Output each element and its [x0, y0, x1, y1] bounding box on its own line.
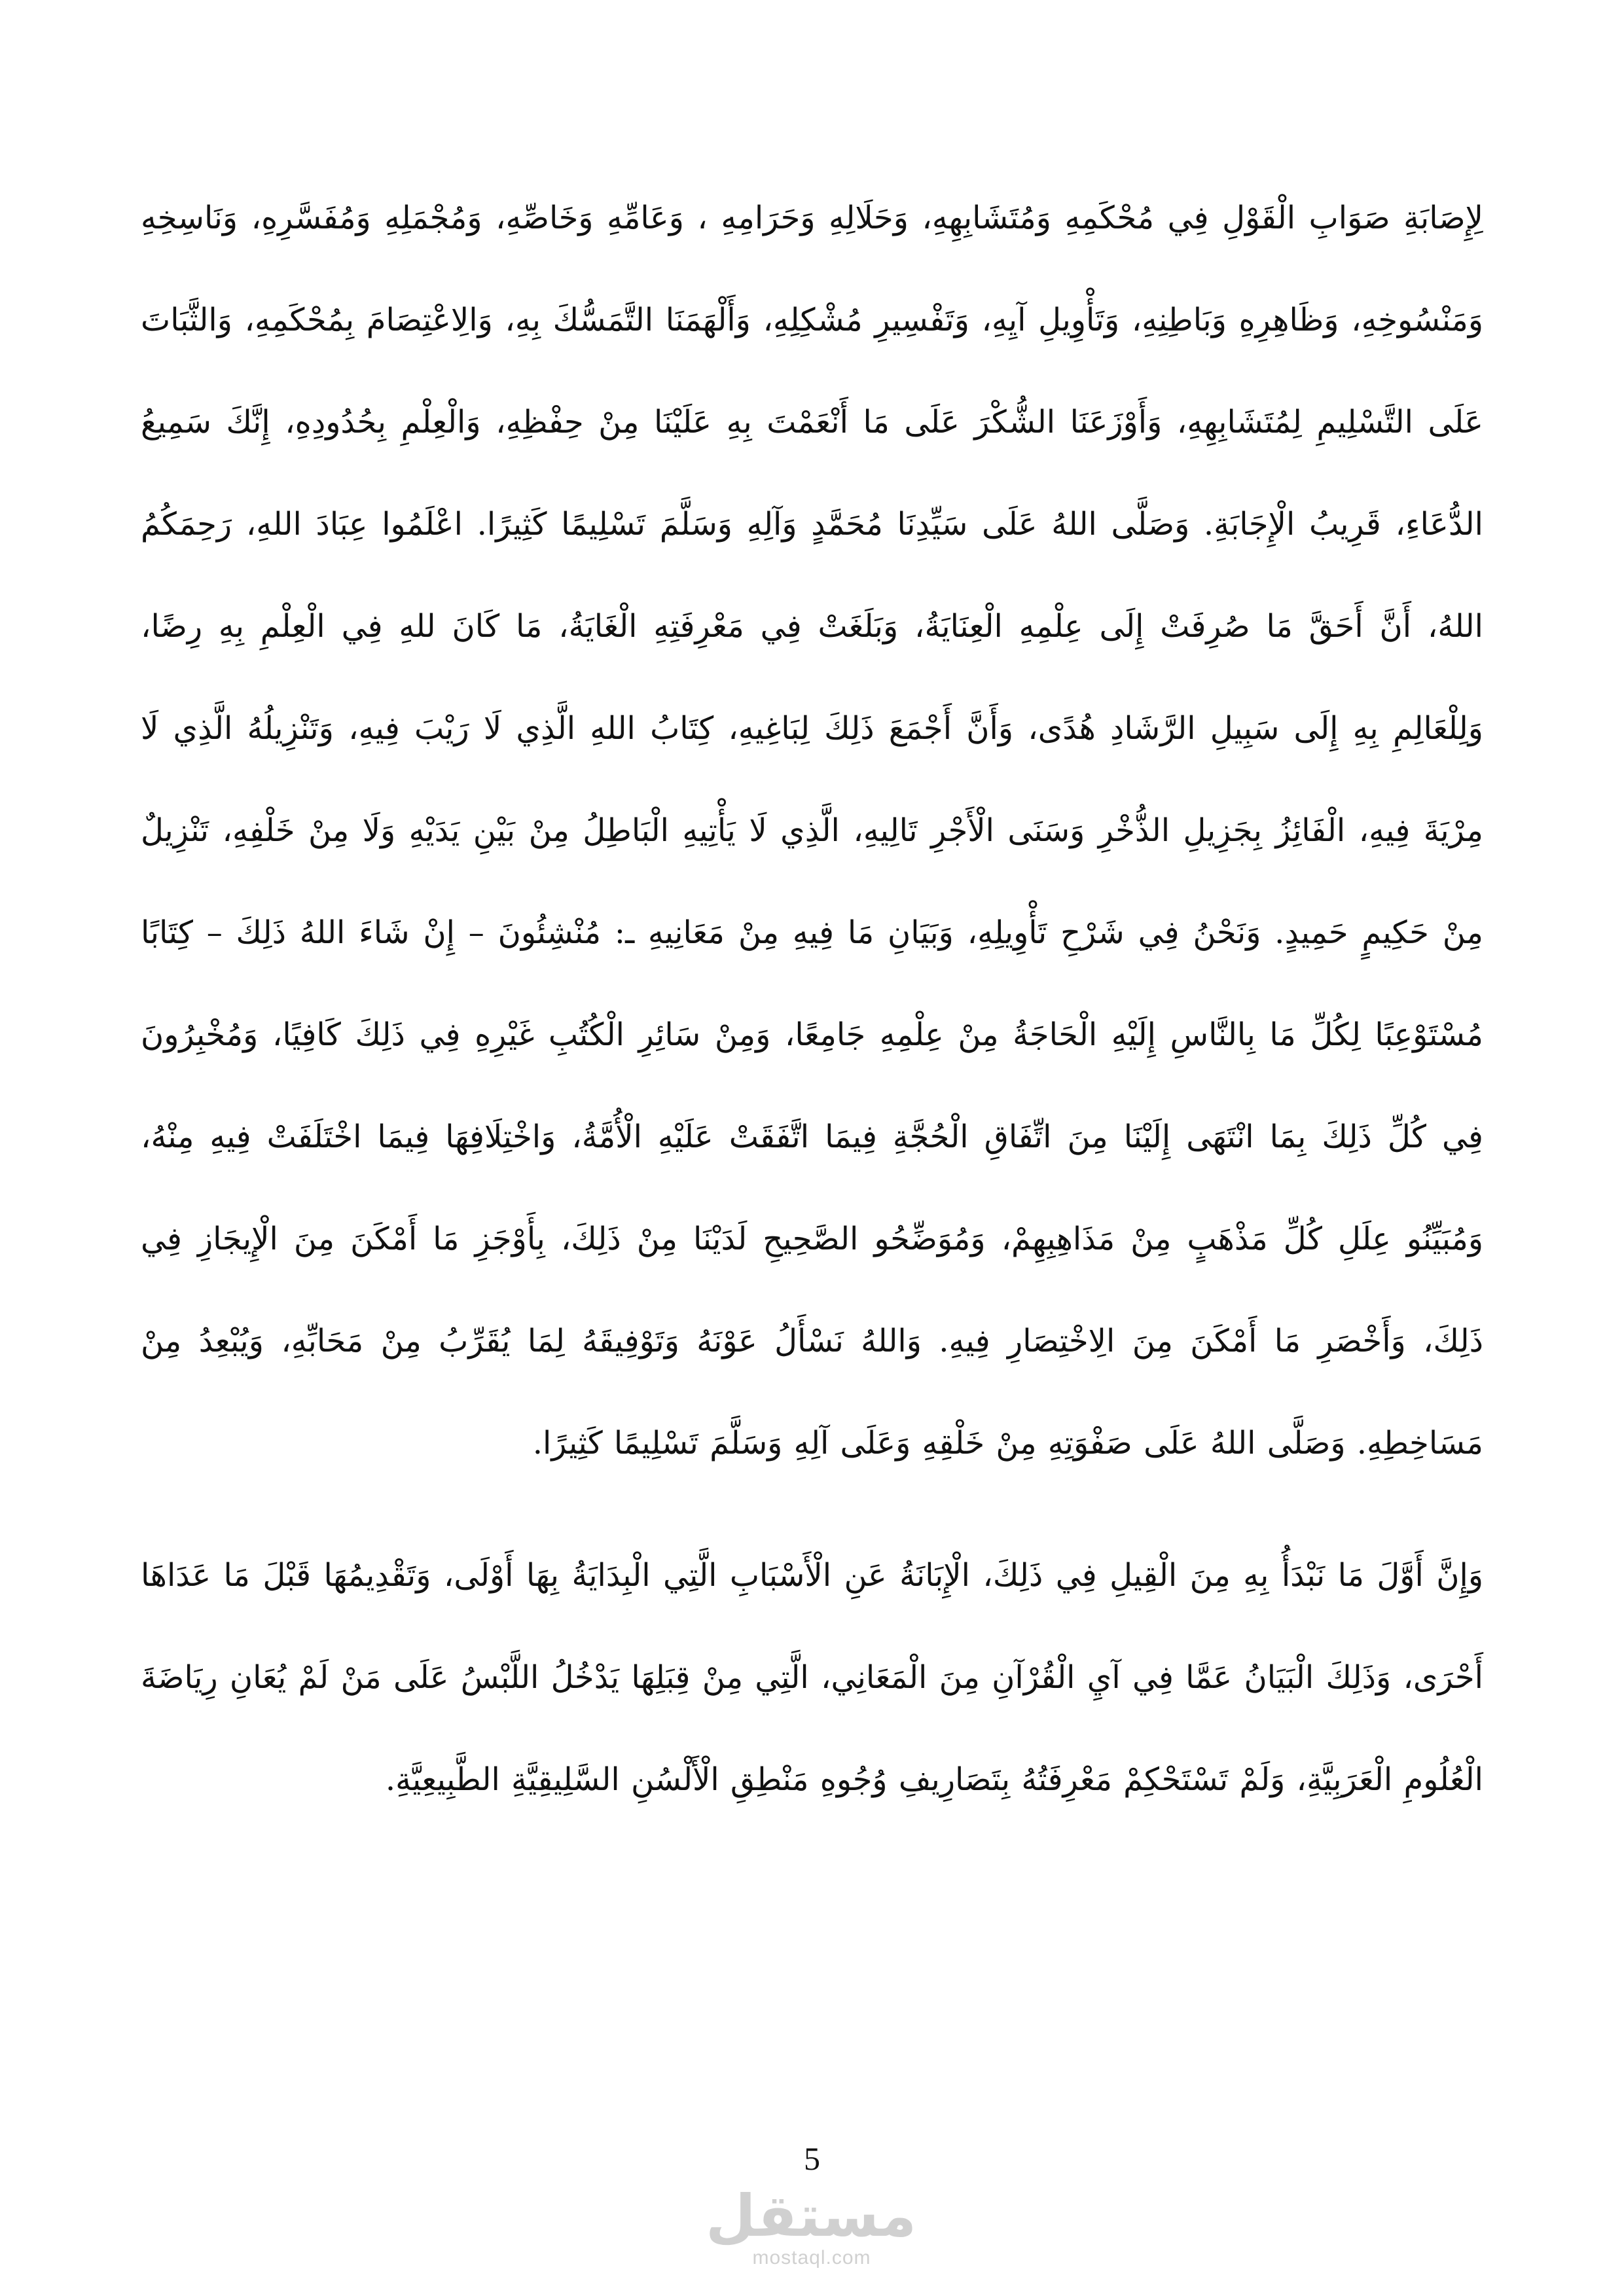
- mostaql-watermark: [706, 2182, 916, 2270]
- body-text: [141, 167, 1483, 1831]
- page-number: 5: [804, 2140, 820, 2177]
- paragraph-1: لِإِصَابَةِ صَوَابِ الْقَوْلِ فِي مُحْكَمِهِ وَمُتَشَابِهِهِ، وَحَلَالِهِ وَحَرَامِهِ ، وَعَامِّهِ وَخَاصِّهِ، وَمُجْمَلِهِ وَمُفَسَّرِهِ، وَنَاسِخِهِ وَمَنْسُوخِهِ، وَظَاهِرِهِ وَبَاطِنِهِ، وَتَأْوِيلِ آيِهِ، وَتَفْسِيرِ مُشْكِلِهِ، وَأَلْهَمَنَا التَّمَسُّكَ بِهِ، وَالِاعْتِصَامَ بِمُحْكَمِهِ، وَالثَّبَاتَ عَلَى التَّسْلِيمِ لِمُتَشَابِهِهِ، وَأَوْزَعَنَا الشُّكْرَ عَلَى مَا أَنْعَمْتَ بِهِ عَلَيْنَا مِنْ حِفْظِهِ، وَالْعِلْمِ بِحُدُودِهِ، إِنَّكَ سَمِيعُ الدُّعَاءِ، قَرِيبُ الْإِجَابَةِ. وَصَلَّى اللهُ عَلَى سَيِّدِنَا مُحَمَّدٍ وَآلِهِ وَسَلَّمَ تَسْلِيمًا كَثِيرًا. اعْلَمُوا عِبَادَ اللهِ، رَحِمَكُمُ اللهُ، أَنَّ أَحَقَّ مَا صُرِفَتْ إِلَى عِلْمِهِ الْعِنَايَةُ، وَبَلَغَتْ فِي مَعْرِفَتِهِ الْغَايَةُ، مَا كَانَ للهِ فِي الْعِلْمِ بِهِ رِضًا، وَلِلْعَالِمِ بِهِ إِلَى سَبِيلِ الرَّشَادِ هُدًى، وَأَنَّ أَجْمَعَ ذَلِكَ لِبَاغِيهِ، كِتَابُ اللهِ الَّذِي لَا رَيْبَ فِيهِ، وَتَنْزِيلُهُ الَّذِي لَا مِرْيَةَ فِيهِ، الْفَائِزُ بِجَزِيلِ الذُّخْرِ وَسَنَى الْأَجْرِ تَالِيهِ، الَّذِي لَا يَأْتِيهِ الْبَاطِلُ مِنْ بَيْنِ يَدَيْهِ وَلَا مِنْ خَلْفِهِ، تَنْزِيلٌ مِنْ حَكِيمٍ حَمِيدٍ. وَنَحْنُ فِي شَرْحِ تَأْوِيلِهِ، وَبَيَانِ مَا فِيهِ مِنْ مَعَانِيهِ ـ: مُنْشِئُونَ – إِنْ شَاءَ اللهُ ذَلِكَ – كِتَابًا مُسْتَوْعِبًا لِكُلِّ مَا بِالنَّاسِ إِلَيْهِ الْحَاجَةُ مِنْ عِلْمِهِ جَامِعًا، وَمِنْ سَائِرِ الْكُتُبِ غَيْرِهِ فِي ذَلِكَ كَافِيًا، وَمُخْبِرُونَ فِي كُلِّ ذَلِكَ بِمَا انْتَهَى إِلَيْنَا مِنَ اتِّفَاقِ الْحُجَّةِ فِيمَا اتَّفَقَتْ عَلَيْهِ الْأُمَّةُ، وَاخْتِلَافِهَا فِيمَا اخْتَلَفَتْ فِيهِ مِنْهُ، وَمُبَيِّنُو عِلَلِ كُلِّ مَذْهَبٍ مِنْ مَذَاهِبِهِمْ، وَمُوَضِّحُو الصَّحِيحِ لَدَيْنَا مِنْ ذَلِكَ، بِأَوْجَزِ مَا أَمْكَنَ مِنَ الْإِيجَازِ فِي ذَلِكَ، وَأَخْصَرِ مَا أَمْكَنَ مِنَ الِاخْتِصَارِ فِيهِ. وَاللهُ نَسْأَلُ عَوْنَهُ وَتَوْفِيقَهُ لِمَا يُقَرِّبُ مِنْ مَحَابِّهِ، وَيُبْعِدُ مِنْ مَسَاخِطِهِ. وَصَلَّى اللهُ عَلَى صَفْوَتِهِ مِنْ خَلْقِهِ وَعَلَى آلِهِ وَسَلَّمَ تَسْلِيمًا كَثِيرًا.: [141, 200, 1484, 1462]
- watermark-url: mostaql.com: [752, 2247, 871, 2269]
- paragraph-2: وَإِنَّ أَوَّلَ مَا نَبْدَأُ بِهِ مِنَ الْقِيلِ فِي ذَلِكَ، الْإِبَانَةُ عَنِ الْأَسْبَابِ الَّتِي الْبِدَايَةُ بِهَا أَوْلَى، وَتَقْدِيمُهَا قَبْلَ مَا عَدَاهَا أَحْرَى، وَذَلِكَ الْبَيَانُ عَمَّا فِي آيِ الْقُرْآنِ مِنَ الْمَعَانِي، الَّتِي مِنْ قِبَلِهَا يَدْخُلُ اللَّبْسُ عَلَى مَنْ لَمْ يُعَانِ رِيَاضَةَ الْعُلُومِ الْعَرَبِيَّةِ، وَلَمْ تَسْتَحْكِمْ مَعْرِفَتُهُ بِتَصَارِيفِ وُجُوهِ مَنْطِقِ الْأَلْسُنِ السَّلِيقِيَّةِ الطَّبِيعِيَّةِ.: [141, 1557, 1484, 1798]
- mostaql-logo-icon: مستقل: [706, 2182, 916, 2250]
